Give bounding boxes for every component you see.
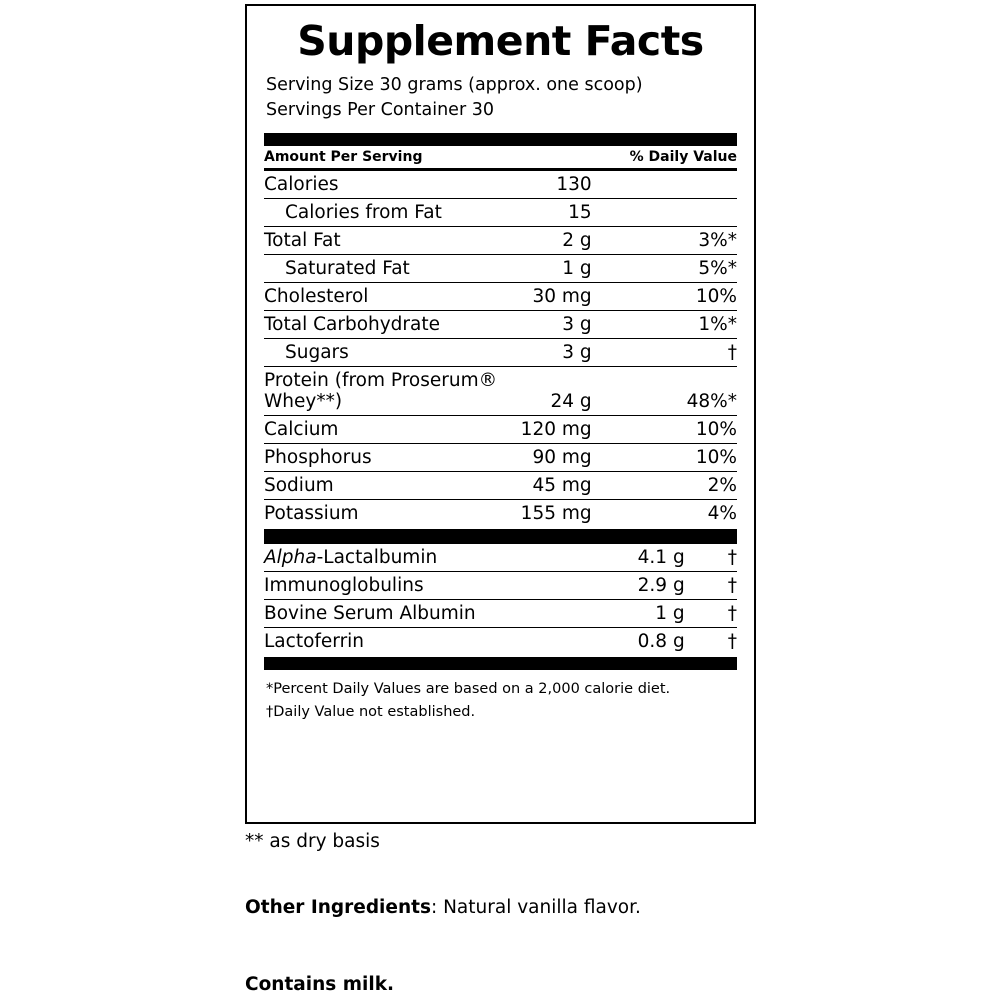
other-ingredients-line: [245, 897, 985, 918]
row-daily-value: [630, 198, 737, 226]
row-amount: 2.9 g: [591, 571, 723, 599]
row-amount: 1 g: [521, 254, 630, 282]
row-amount: 0.8 g: [591, 627, 723, 655]
table-row: [264, 471, 737, 499]
row-daily-value: 10%: [630, 415, 737, 443]
row-amount: 90 mg: [521, 443, 630, 471]
row-daily-value: †: [723, 627, 737, 655]
row-amount: 3 g: [521, 338, 630, 366]
row-label: Calories from Fat: [264, 198, 521, 226]
row-daily-value: 1%*: [630, 310, 737, 338]
row-label: Total Fat: [264, 226, 521, 254]
row-label-italic: Alpha: [264, 546, 317, 568]
other-ingredients-label: Other Ingredients: [245, 897, 431, 918]
row-daily-value: 5%*: [630, 254, 737, 282]
row-label: Cholesterol: [264, 282, 521, 310]
footnote-dv-not-established: †Daily Value not established.: [266, 703, 476, 720]
supplement-facts-panel: [245, 4, 756, 824]
row-amount: 24 g: [521, 366, 630, 415]
row-label: [264, 599, 591, 627]
table-row: [264, 310, 737, 338]
serving-size-text: Serving Size 30 grams (approx. one scoop): [266, 75, 643, 96]
table-row: [264, 282, 737, 310]
header-amount-spacer: [521, 146, 630, 170]
footnote-daily-values: *Percent Daily Values are based on a 2,000 calorie diet.: [266, 680, 671, 697]
table-row: [264, 599, 737, 627]
table-row: [264, 254, 737, 282]
row-label: Sugars: [264, 338, 521, 366]
other-ingredients-text: : Natural vanilla flavor.: [430, 897, 641, 918]
row-amount: 2 g: [521, 226, 630, 254]
row-amount: 45 mg: [521, 471, 630, 499]
row-daily-value: 3%*: [630, 226, 737, 254]
table-row: [264, 169, 737, 198]
row-amount: 130: [521, 169, 630, 198]
row-label-rest: Bovine Serum Albumin: [264, 602, 476, 624]
divider-bar-middle: [264, 529, 737, 544]
row-label: Protein (from Proserum® Whey**): [264, 366, 521, 415]
supplement-facts-inner: [247, 6, 754, 723]
protein-fractions-table: [264, 544, 737, 655]
table-header-row: [264, 146, 737, 170]
row-label-rest: -Lactalbumin: [316, 546, 438, 568]
row-label: Potassium: [264, 499, 521, 527]
row-amount: 30 mg: [521, 282, 630, 310]
row-label: Total Carbohydrate: [264, 310, 521, 338]
row-label-rest: Lactoferrin: [264, 630, 365, 652]
divider-bar-top: [264, 133, 737, 146]
header-daily-value: % Daily Value: [629, 148, 737, 165]
table-row: [264, 415, 737, 443]
header-amount-per-serving: Amount Per Serving: [264, 148, 423, 165]
table-row: [264, 198, 737, 226]
row-amount: 15: [521, 198, 630, 226]
nutrition-table: [264, 146, 737, 527]
row-label: [264, 571, 591, 599]
row-amount: 155 mg: [521, 499, 630, 527]
table-row: [264, 627, 737, 655]
row-label: Calcium: [264, 415, 521, 443]
row-label: Sodium: [264, 471, 521, 499]
table-row: [264, 499, 737, 527]
table-row: [264, 443, 737, 471]
table-row: [264, 571, 737, 599]
row-daily-value: †: [723, 599, 737, 627]
row-daily-value: 10%: [630, 443, 737, 471]
row-daily-value: †: [723, 571, 737, 599]
row-label: Saturated Fat: [264, 254, 521, 282]
row-amount: 4.1 g: [637, 546, 685, 568]
row-label-rest: Immunoglobulins: [264, 574, 424, 596]
row-amount: 3 g: [521, 310, 630, 338]
divider-bar-bottom: [264, 657, 737, 670]
row-label: [264, 627, 591, 655]
row-daily-value: 10%: [630, 282, 737, 310]
table-row: [264, 544, 737, 572]
row-daily-value: [630, 169, 737, 198]
table-row: [264, 226, 737, 254]
servings-per-container-text: Servings Per Container 30: [266, 100, 494, 121]
dry-basis-note: ** as dry basis: [245, 831, 380, 852]
row-label: Phosphorus: [264, 443, 521, 471]
row-daily-value: †: [630, 338, 737, 366]
row-daily-value: 48%*: [630, 366, 737, 415]
row-daily-value: †: [727, 546, 737, 568]
page-title: Supplement Facts: [297, 17, 704, 65]
row-daily-value: 4%: [630, 499, 737, 527]
row-label: [264, 544, 591, 572]
table-row: [264, 338, 737, 366]
row-label: Calories: [264, 169, 521, 198]
table-row: [264, 366, 737, 415]
row-amount: 120 mg: [521, 415, 630, 443]
contains-allergen-statement: Contains milk.: [245, 974, 395, 995]
row-daily-value: 2%: [630, 471, 737, 499]
row-amount: 1 g: [591, 599, 723, 627]
